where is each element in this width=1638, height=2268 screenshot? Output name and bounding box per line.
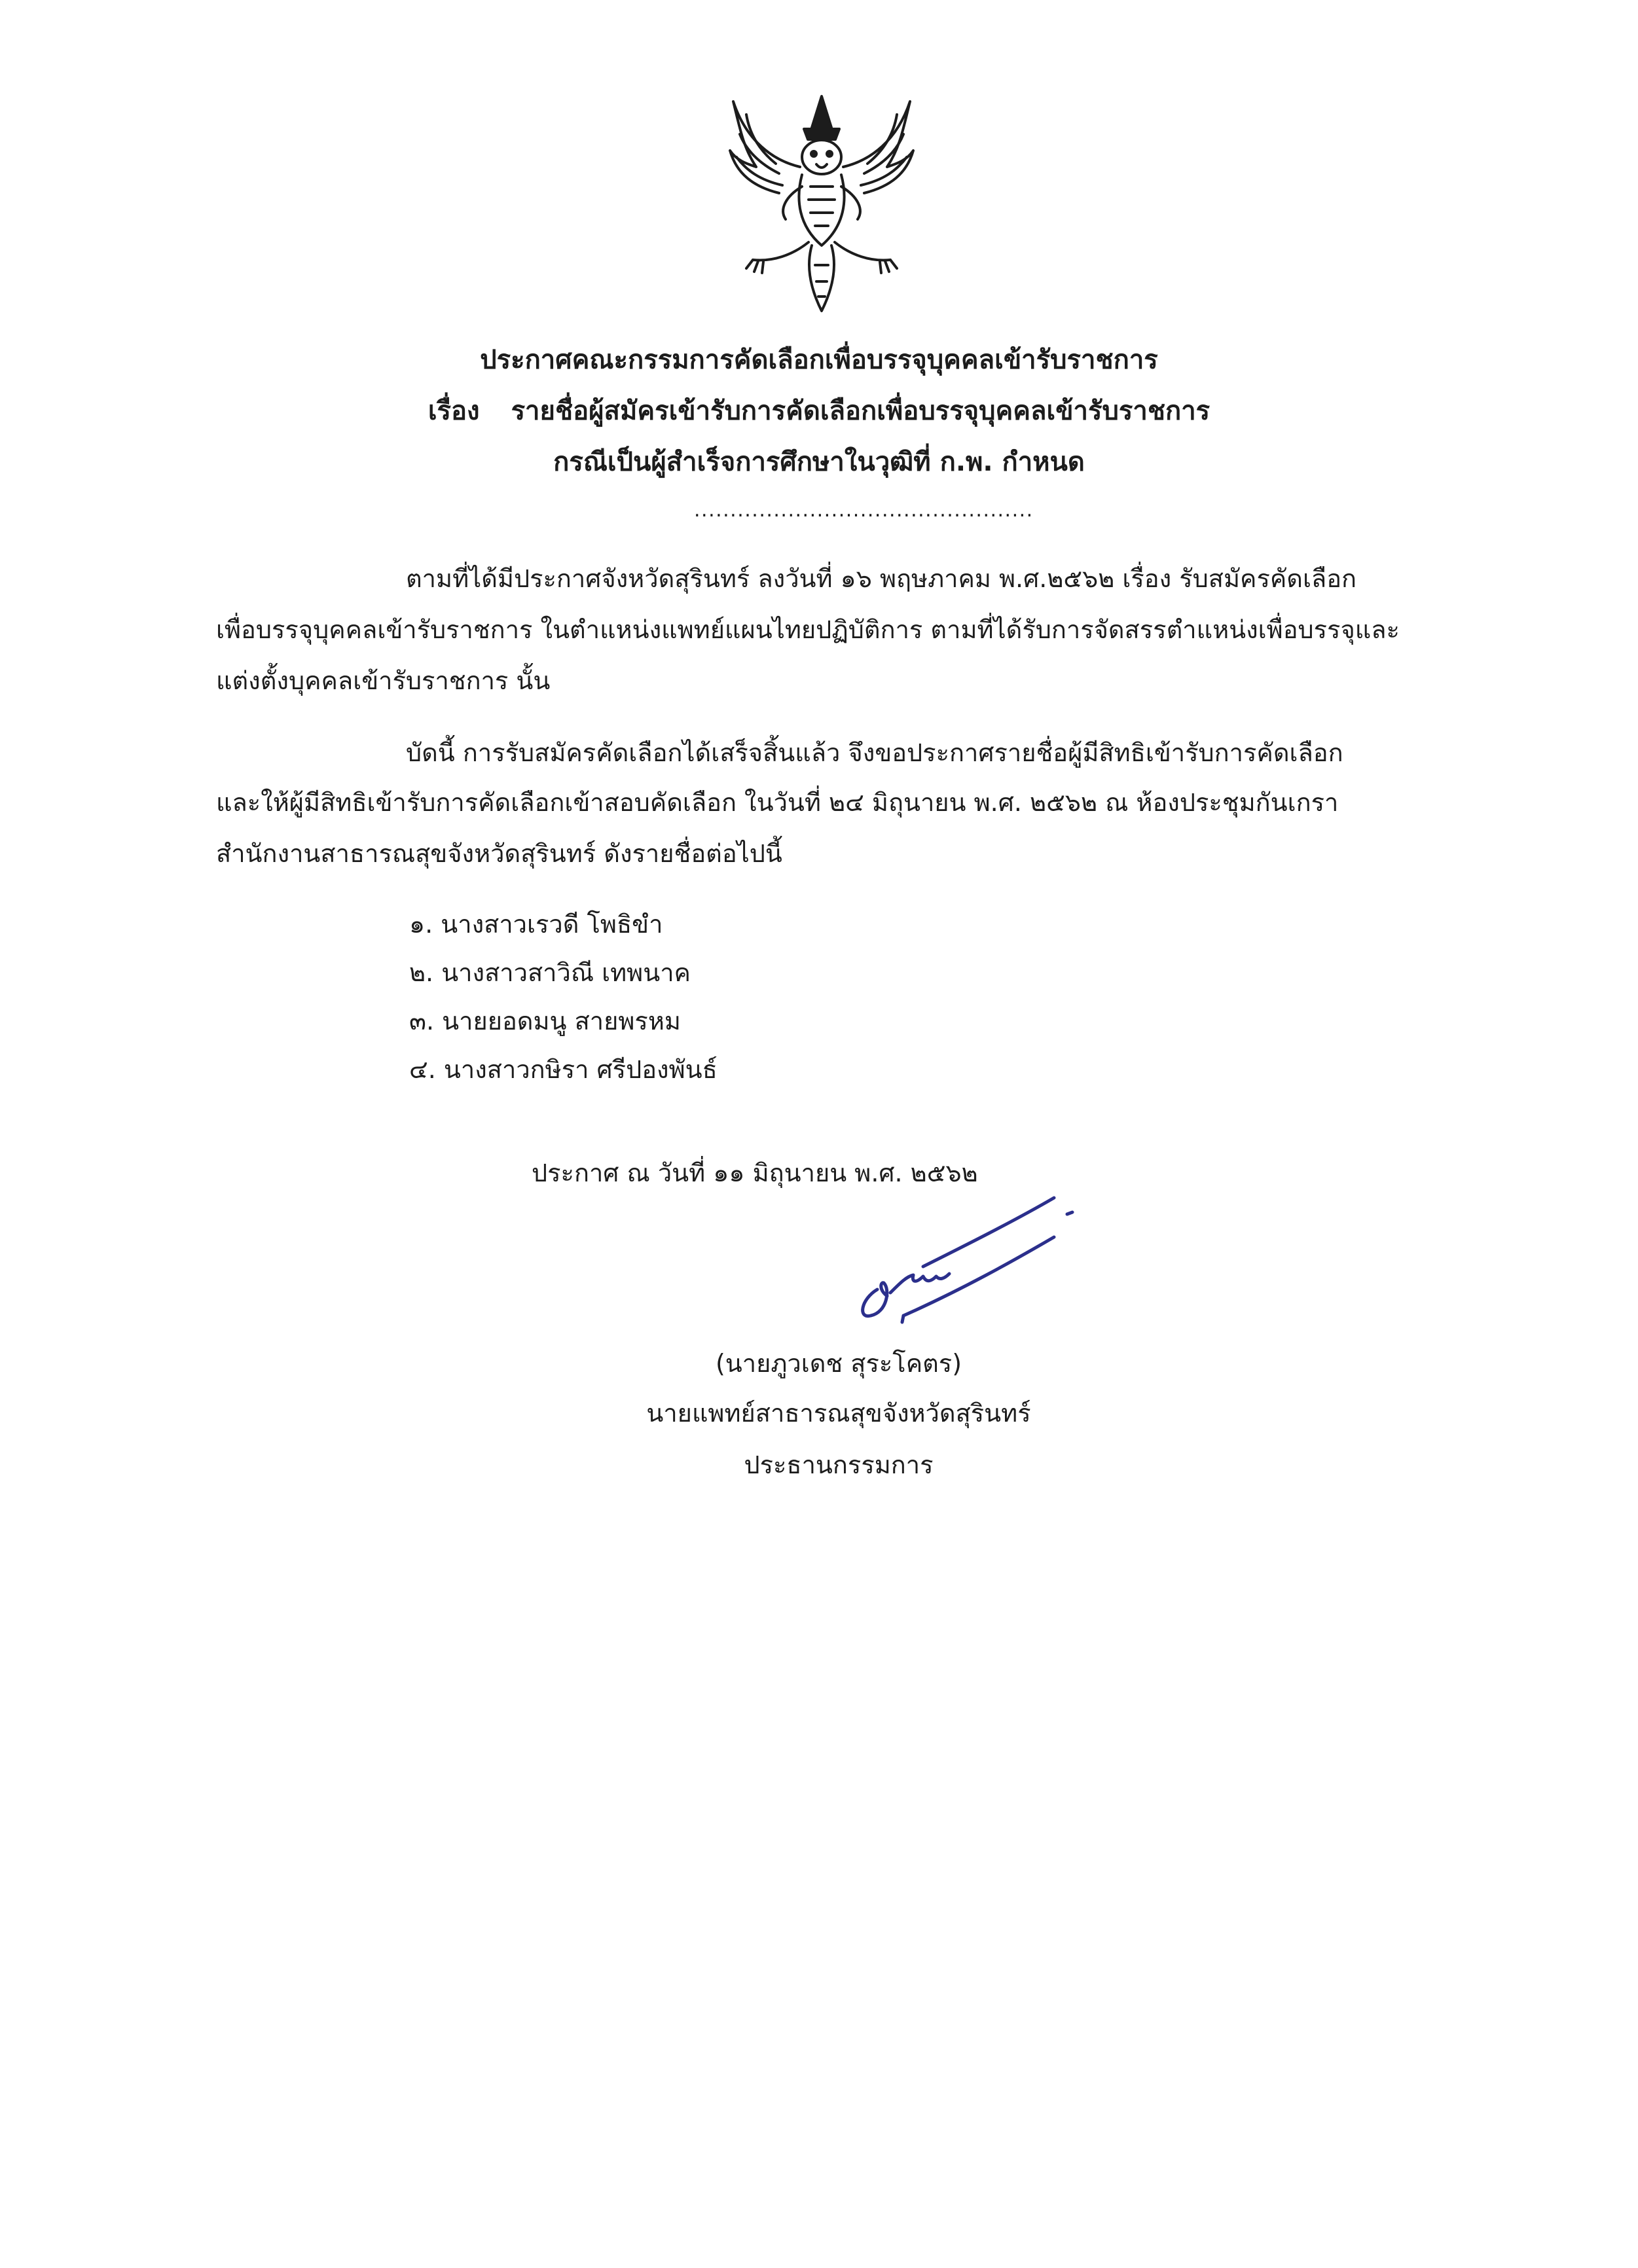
announcement-date: ประกาศ ณ วันที่ ๑๑ มิถุนายน พ.ศ. ๒๕๖๒ bbox=[532, 1159, 978, 1187]
paragraph2-line3: สำนักงานสาธารณสุขจังหวัดสุรินทร์ ดังรายชื่อต่อไปนี้ bbox=[216, 839, 782, 868]
candidate-item: ๔. นางสาวกษิรา ศรีปองพันธ์ bbox=[409, 1055, 718, 1084]
signatory-role: ประธานกรรมการ bbox=[744, 1450, 934, 1479]
candidate-item: ๓. นายยอดมนู สายพรหม bbox=[409, 1007, 681, 1035]
signatory-name: (นายภูวเดช สุระโคตร) bbox=[715, 1349, 962, 1378]
subject-line bbox=[0, 391, 1638, 431]
signatory-position: นายแพทย์สาธารณสุขจังหวัดสุรินทร์ bbox=[646, 1399, 1031, 1428]
handwritten-signature bbox=[851, 1185, 1087, 1335]
candidate-item: ๑. นางสาวเรวดี โพธิขำ bbox=[409, 910, 663, 939]
candidate-item: ๒. นางสาวสาวิณี เทพนาค bbox=[409, 958, 691, 987]
paragraph1-line2: เพื่อบรรจุบุคคลเข้ารับราชการ ในตำแหน่งแพทย์แผนไทยปฏิบัติการ ตามที่ได้รับการจัดสรรตำแหน่งเพื่อบรรจุและ bbox=[216, 615, 1400, 644]
announcement-title: ประกาศคณะกรรมการคัดเลือกเพื่อบรรจุบุคคลเข้ารับราชการ bbox=[480, 345, 1158, 375]
title-condition: กรณีเป็นผู้สำเร็จการศึกษาในวุฒิที่ ก.พ. กำหนด bbox=[553, 447, 1085, 477]
subject-text: รายชื่อผู้สมัครเข้ารับการคัดเลือกเพื่อบรรจุบุคคลเข้ารับราชการ bbox=[511, 396, 1210, 426]
paragraph1-line3: แต่งตั้งบุคคลเข้ารับราชการ นั้น bbox=[216, 666, 551, 695]
paragraph1-line1: ตามที่ได้มีประกาศจังหวัดสุรินทร์ ลงวันที่ ๑๖ พฤษภาคม พ.ศ.๒๕๖๒ เรื่อง รับสมัครคัดเลือก bbox=[406, 564, 1357, 593]
dotted-separator: ............................................... bbox=[694, 499, 1034, 522]
garuda-emblem bbox=[720, 88, 923, 317]
paragraph2-line2: และให้ผู้มีสิทธิเข้ารับการคัดเลือกเข้าสอบคัดเลือก ในวันที่ ๒๔ มิถุนายน พ.ศ. ๒๕๖๒ ณ ห้องประชุมกันเกรา bbox=[216, 788, 1339, 817]
paragraph2-line1: บัดนี้ การรับสมัครคัดเลือกได้เสร็จสิ้นแล้ว จึงขอประกาศรายชื่อผู้มีสิทธิเข้ารับการคัดเลือก bbox=[406, 738, 1343, 767]
subject-label: เรื่อง bbox=[428, 396, 480, 426]
